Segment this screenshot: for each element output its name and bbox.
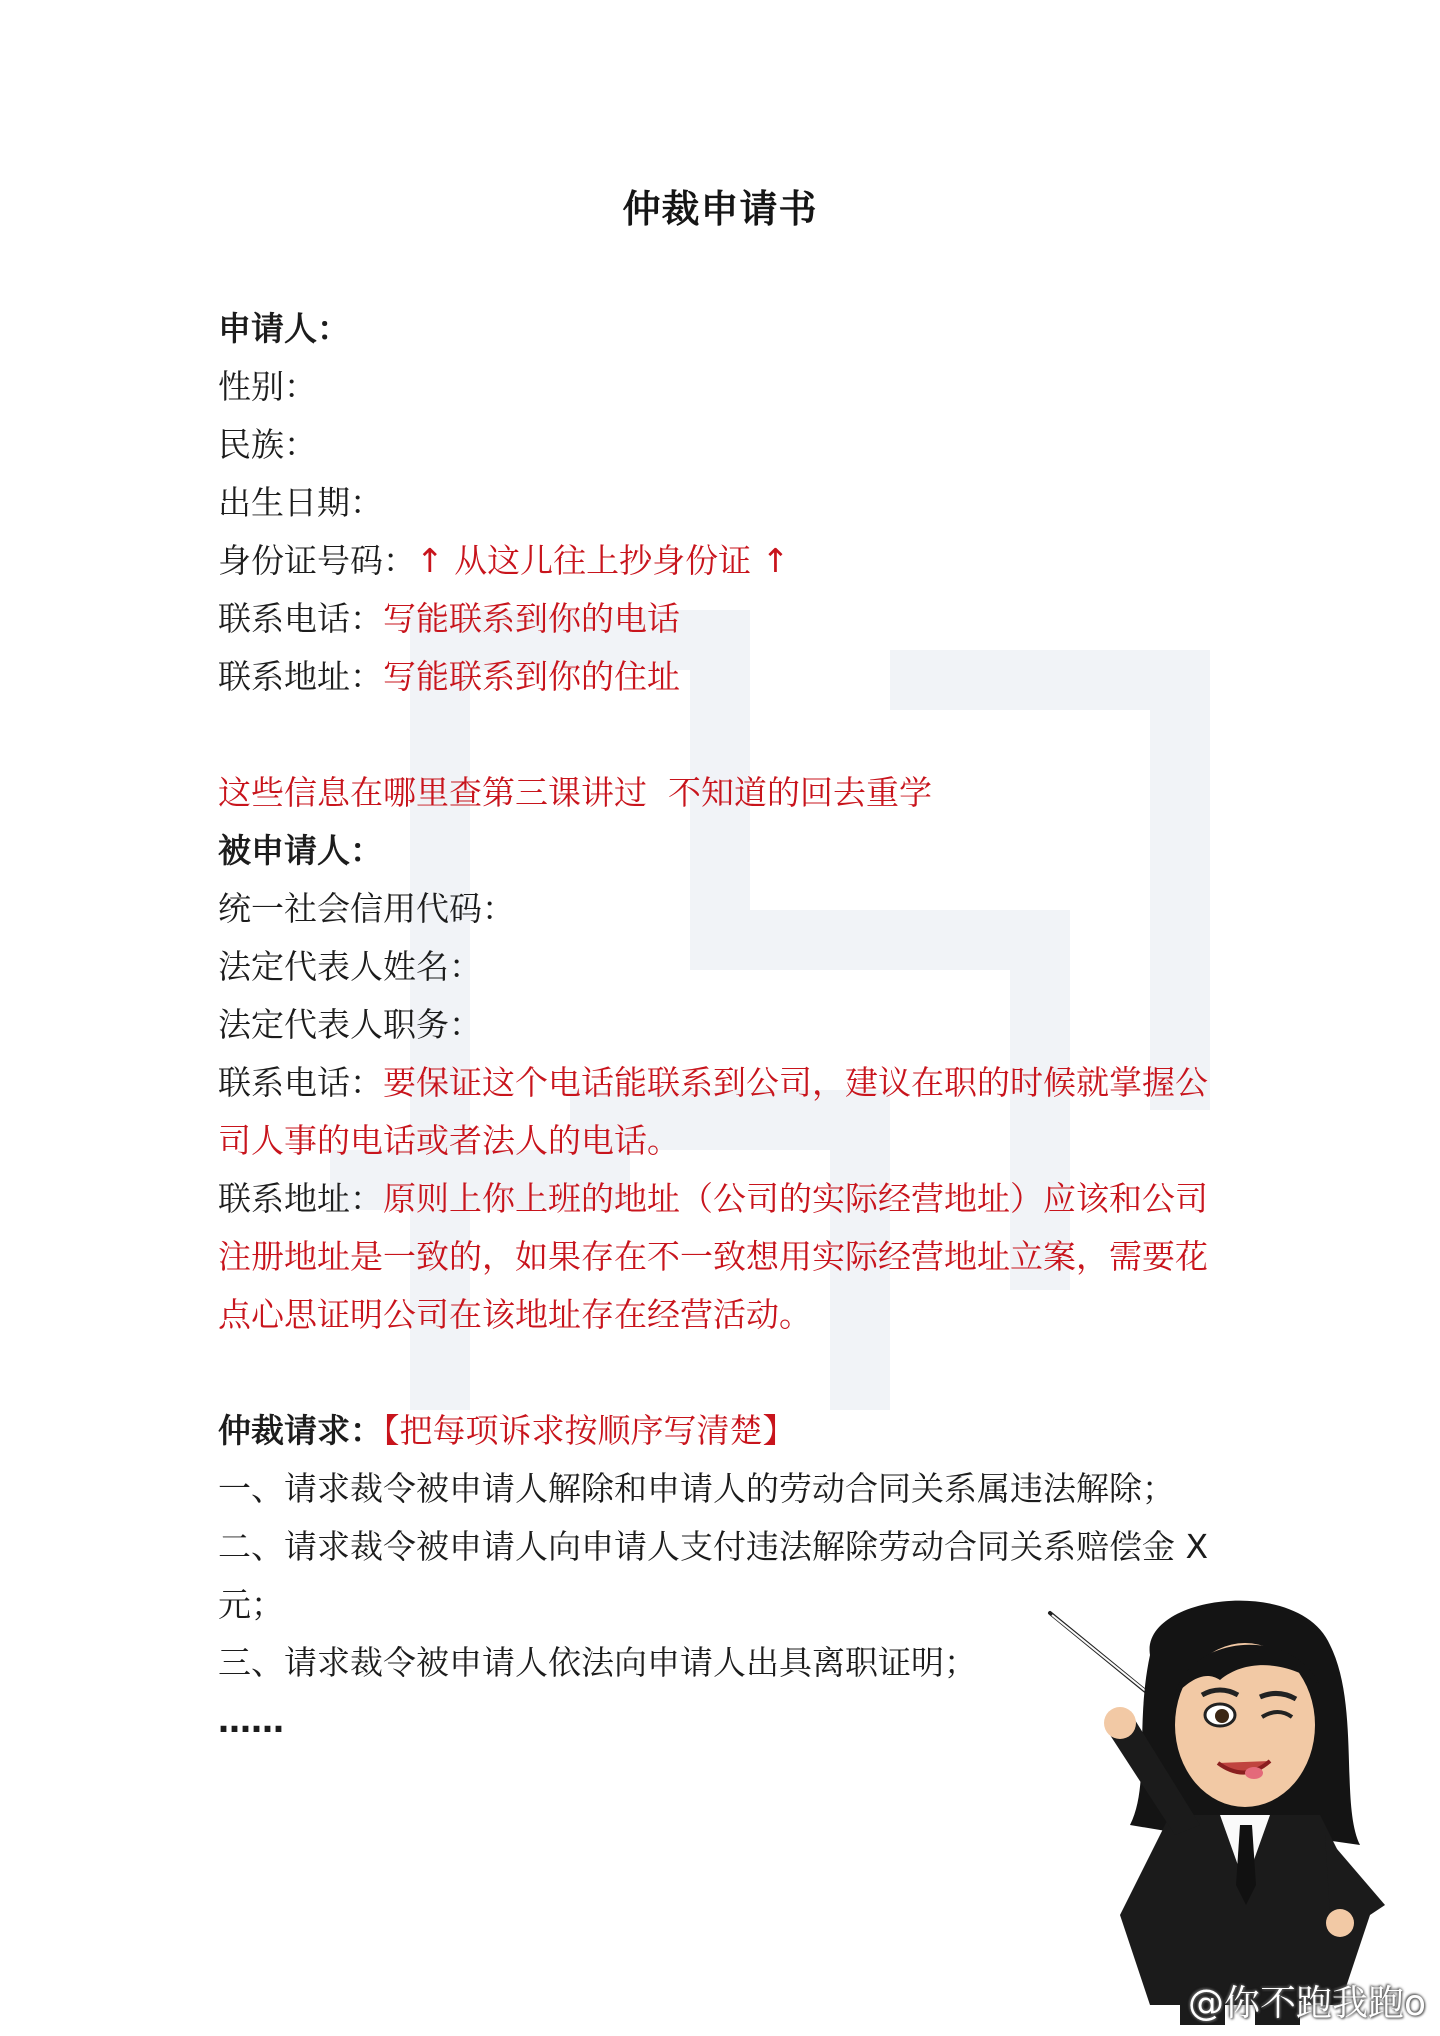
id-number-note: ↑ 从这儿往上抄身份证 ↑ [416, 541, 790, 580]
birth-date-label: 出生日期： [218, 483, 383, 522]
respondent-address-row [218, 1170, 1228, 1344]
spacer [218, 1344, 1228, 1402]
legal-rep-name-label: 法定代表人姓名： [218, 947, 482, 986]
applicant-address-note: 写能联系到你的住址 [383, 657, 680, 696]
respondent-heading: 被申请人： [218, 831, 383, 870]
claim-item: 一、请求裁令被申请人解除和申请人的劳动合同关系属违法解除； [218, 1469, 1175, 1508]
respondent-address-label: 联系地址： [218, 1179, 383, 1218]
claim-item: 三、请求裁令被申请人依法向申请人出具离职证明； [218, 1643, 977, 1682]
id-number-row [218, 532, 1228, 590]
respondent-phone-row [218, 1054, 1228, 1170]
claims-ellipsis: …… [218, 1701, 284, 1740]
claims-heading: 仲裁请求： [218, 1411, 383, 1450]
spacer [218, 706, 1228, 764]
info-lookup-note: 这些信息在哪里查第三课讲过 不知道的回去重学 [218, 773, 932, 812]
lawyer-mascot-illustration [1040, 1585, 1420, 2025]
ethnicity-label: 民族： [218, 425, 317, 464]
claim-item: 二、请求裁令被申请人向申请人支付违法解除劳动合同关系赔偿金 X 元； [218, 1527, 1209, 1624]
applicant-phone-row [218, 590, 1228, 648]
gender-label: 性别： [218, 367, 317, 406]
applicant-address-label: 联系地址： [218, 657, 383, 696]
respondent-phone-note: 要保证这个电话能联系到公司，建议在职的时候就掌握公司人事的电话或者法人的电话。 [218, 1063, 1208, 1160]
applicant-heading: 申请人： [218, 309, 350, 348]
legal-rep-title-label: 法定代表人职务： [218, 1005, 482, 1044]
document-title: 仲裁申请书 [622, 187, 818, 231]
respondent-phone-label: 联系电话： [218, 1063, 383, 1102]
id-number-label: 身份证号码： [218, 541, 416, 580]
credit-code-label: 统一社会信用代码： [218, 889, 515, 928]
applicant-phone-note: 写能联系到你的电话 [383, 599, 680, 638]
claims-note: 【把每项诉求按顺序写清楚】 [383, 1411, 796, 1450]
document-body [218, 300, 1228, 1750]
author-watermark: @你不跑我跑o [1187, 1983, 1426, 2024]
applicant-address-row [218, 648, 1228, 706]
respondent-address-note: 原则上你上班的地址（公司的实际经营地址）应该和公司注册地址是一致的，如果存在不一致想用实际经营地址立案，需要花点心思证明公司在该地址存在经营活动。 [218, 1179, 1208, 1334]
claims-heading-row [218, 1402, 1228, 1460]
applicant-phone-label: 联系电话： [218, 599, 383, 638]
